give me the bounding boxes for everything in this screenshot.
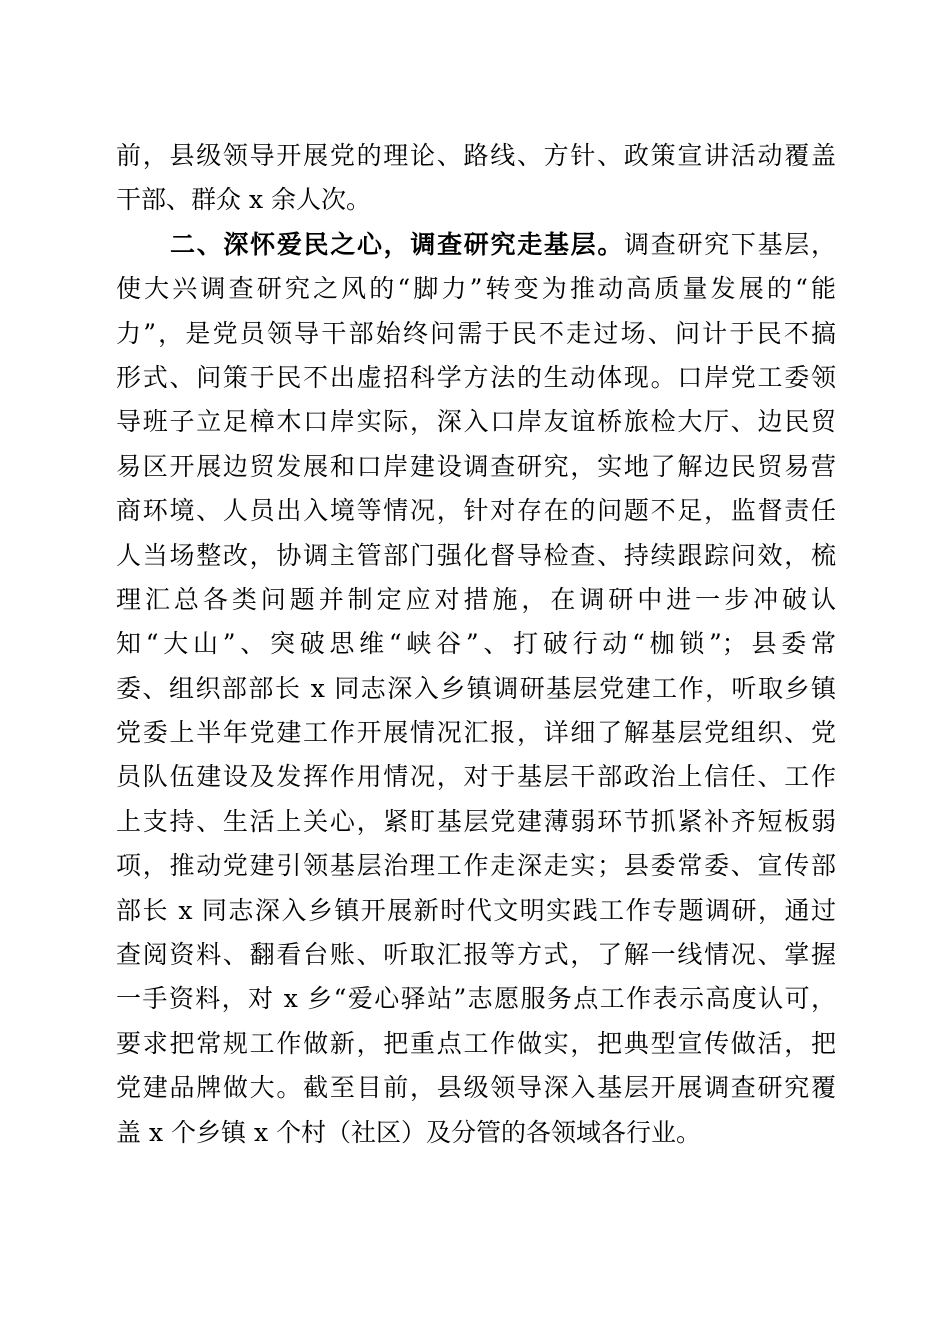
paragraph2-first-line-text: 调查研究下基层， — [624, 229, 836, 259]
paragraph2-line: 一手资料，对 x 乡“爱心驿站”志愿服务点工作表示高度认可， — [116, 984, 836, 1014]
paragraph2-line: 形式、问策于民不出虚招科学方法的生动体现。口岸党工委领 — [116, 362, 836, 392]
paragraph2-line: 委、组织部部长 x 同志深入乡镇调研基层党建工作，听取乡镇 — [116, 673, 836, 703]
section-heading: 二、深怀爱民之心，调查研究走基层。 — [170, 229, 625, 259]
paragraph2-line-last: 盖 x 个乡镇 x 个村（社区）及分管的各领域各行业。 — [116, 1117, 701, 1147]
paragraph2-line: 党委上半年党建工作开展情况汇报，详细了解基层党组织、党 — [116, 718, 836, 748]
paragraph2-line: 要求把常规工作做新，把重点工作做实，把典型宣传做活，把 — [116, 1028, 836, 1058]
paragraph2-line: 查阅资料、翻看台账、听取汇报等方式，了解一线情况、掌握 — [116, 940, 836, 970]
paragraph2-line: 上支持、生活上关心，紧盯基层党建薄弱环节抓紧补齐短板弱 — [116, 806, 836, 836]
paragraph2-line: 员队伍建设及发挥作用情况，对于基层干部政治上信任、工作 — [116, 762, 836, 792]
paragraph2-line: 项，推动党建引领基层治理工作走深走实；县委常委、宣传部 — [116, 851, 836, 881]
paragraph2-line: 部长 x 同志深入乡镇开展新时代文明实践工作专题调研，通过 — [116, 895, 836, 925]
body-text — [116, 134, 836, 1155]
paragraph2-line: 力”，是党员领导干部始终问需于民不走过场、问计于民不搞 — [116, 318, 836, 348]
paragraph2-line: 理汇总各类问题并制定应对措施，在调研中进一步冲破认 — [116, 584, 836, 614]
paragraph2-line: 党建品牌做大。截至目前，县级领导深入基层开展调查研究覆 — [116, 1073, 836, 1103]
paragraph2-line: 商环境、人员出入境等情况，针对存在的问题不足，监督责任 — [116, 496, 836, 526]
paragraph2-line: 导班子立足樟木口岸实际，深入口岸友谊桥旅检大厅、边民贸 — [116, 407, 836, 437]
paragraph2-line: 易区开展边贸发展和口岸建设调查研究，实地了解边民贸易营 — [116, 451, 836, 481]
paragraph2-line: 使大兴调查研究之风的“脚力”转变为推动高质量发展的“能 — [116, 274, 836, 304]
paragraph1-line-1: 前，县级领导开展党的理论、路线、方针、政策宣讲活动覆盖 — [116, 141, 836, 170]
paragraph1-line-2: 干部、群众 x 余人次。 — [116, 185, 371, 215]
paragraph2-line: 知“大山”、突破思维“峡谷”、打破行动“枷锁”；县委常 — [116, 629, 836, 659]
paragraph2-line: 人当场整改，协调主管部门强化督导检查、持续跟踪问效，梳 — [116, 540, 836, 570]
paragraph2-first-line — [116, 223, 836, 267]
